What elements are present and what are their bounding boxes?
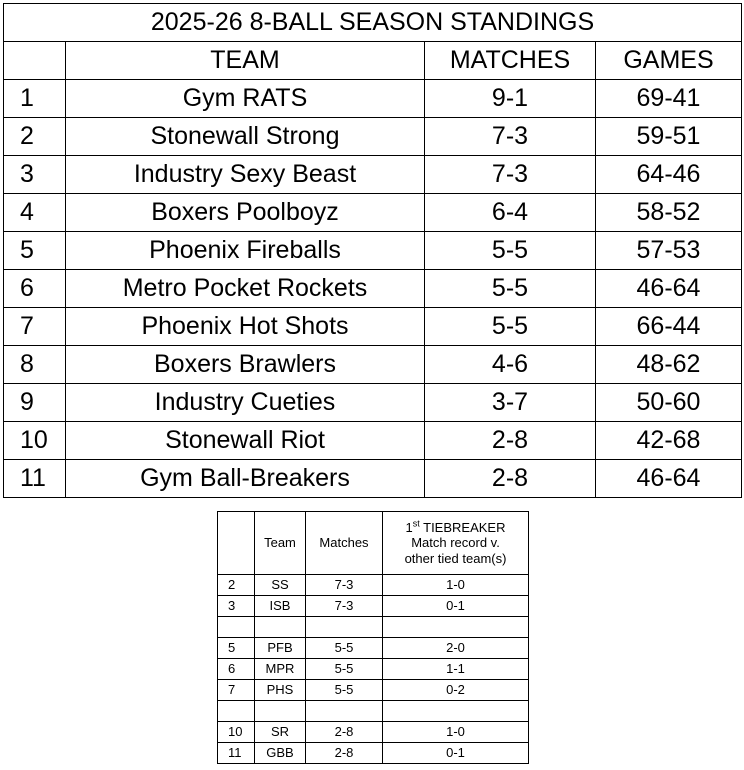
tiebreaker-row bbox=[218, 722, 529, 743]
tiebreaker-row bbox=[218, 743, 529, 764]
table-row bbox=[4, 80, 742, 118]
rank-cell: 11 bbox=[4, 460, 66, 498]
games-cell: 42-68 bbox=[596, 422, 742, 460]
team-cell: Metro Pocket Rockets bbox=[66, 270, 425, 308]
standings-title-row bbox=[4, 4, 742, 42]
table-row bbox=[4, 156, 742, 194]
rank-cell: 5 bbox=[4, 232, 66, 270]
table-row bbox=[4, 270, 742, 308]
tb-team-cell: ISB bbox=[255, 596, 306, 617]
tb-rank-cell: 11 bbox=[218, 743, 255, 764]
team-cell: Phoenix Hot Shots bbox=[66, 308, 425, 346]
games-cell: 57-53 bbox=[596, 232, 742, 270]
tb-rank-cell bbox=[218, 701, 255, 722]
rank-cell: 1 bbox=[4, 80, 66, 118]
team-cell: Industry Sexy Beast bbox=[66, 156, 425, 194]
tb-header-ordinal: 1 bbox=[405, 519, 413, 535]
tb-team-cell: PHS bbox=[255, 680, 306, 701]
tb-team-cell: SR bbox=[255, 722, 306, 743]
table-row bbox=[4, 346, 742, 384]
standings-header-row bbox=[4, 42, 742, 80]
matches-cell: 3-7 bbox=[425, 384, 596, 422]
table-row bbox=[4, 422, 742, 460]
standings-body bbox=[4, 4, 742, 498]
tb-header-suffix: st bbox=[412, 518, 420, 529]
games-cell: 66-44 bbox=[596, 308, 742, 346]
tb-team-cell: PFB bbox=[255, 638, 306, 659]
games-cell: 58-52 bbox=[596, 194, 742, 232]
tb-record-cell bbox=[383, 617, 529, 638]
tb-rank-cell: 6 bbox=[218, 659, 255, 680]
team-cell: Boxers Brawlers bbox=[66, 346, 425, 384]
games-cell: 69-41 bbox=[596, 80, 742, 118]
team-cell: Gym RATS bbox=[66, 80, 425, 118]
matches-cell: 9-1 bbox=[425, 80, 596, 118]
team-cell: Gym Ball-Breakers bbox=[66, 460, 425, 498]
tb-record-cell: 1-0 bbox=[383, 575, 529, 596]
matches-cell: 6-4 bbox=[425, 194, 596, 232]
tb-matches-cell: 7-3 bbox=[306, 575, 383, 596]
tb-matches-cell: 2-8 bbox=[306, 722, 383, 743]
tb-team-cell bbox=[255, 701, 306, 722]
header-rank bbox=[4, 42, 66, 80]
rank-cell: 3 bbox=[4, 156, 66, 194]
tb-matches-cell bbox=[306, 701, 383, 722]
tb-record-cell: 0-1 bbox=[383, 596, 529, 617]
tb-record-cell: 1-1 bbox=[383, 659, 529, 680]
table-row bbox=[4, 460, 742, 498]
team-cell: Boxers Poolboyz bbox=[66, 194, 425, 232]
table-row bbox=[4, 194, 742, 232]
matches-cell: 5-5 bbox=[425, 232, 596, 270]
tb-matches-cell: 2-8 bbox=[306, 743, 383, 764]
rank-cell: 6 bbox=[4, 270, 66, 308]
table-row bbox=[4, 232, 742, 270]
tb-rank-cell bbox=[218, 617, 255, 638]
matches-cell: 5-5 bbox=[425, 270, 596, 308]
tb-team-cell: SS bbox=[255, 575, 306, 596]
tb-rank-cell: 10 bbox=[218, 722, 255, 743]
matches-cell: 2-8 bbox=[425, 422, 596, 460]
standings-table bbox=[3, 3, 742, 498]
tb-matches-cell: 5-5 bbox=[306, 659, 383, 680]
tb-matches-cell: 7-3 bbox=[306, 596, 383, 617]
games-cell: 48-62 bbox=[596, 346, 742, 384]
header-games: GAMES bbox=[596, 42, 742, 80]
tb-header-rank bbox=[218, 512, 255, 575]
team-cell: Stonewall Strong bbox=[66, 118, 425, 156]
team-cell: Stonewall Riot bbox=[66, 422, 425, 460]
tiebreaker-table bbox=[217, 511, 529, 764]
tb-header-team: Team bbox=[255, 512, 306, 575]
table-row bbox=[4, 118, 742, 156]
tb-team-cell: MPR bbox=[255, 659, 306, 680]
matches-cell: 5-5 bbox=[425, 308, 596, 346]
rank-cell: 4 bbox=[4, 194, 66, 232]
team-cell: Phoenix Fireballs bbox=[66, 232, 425, 270]
tb-rank-cell: 7 bbox=[218, 680, 255, 701]
matches-cell: 2-8 bbox=[425, 460, 596, 498]
games-cell: 59-51 bbox=[596, 118, 742, 156]
tiebreaker-row bbox=[218, 617, 529, 638]
rank-cell: 10 bbox=[4, 422, 66, 460]
matches-cell: 7-3 bbox=[425, 118, 596, 156]
tb-rank-cell: 2 bbox=[218, 575, 255, 596]
tb-record-cell: 0-2 bbox=[383, 680, 529, 701]
games-cell: 46-64 bbox=[596, 270, 742, 308]
tiebreaker-row bbox=[218, 659, 529, 680]
tb-team-cell: GBB bbox=[255, 743, 306, 764]
tb-header-matches: Matches bbox=[306, 512, 383, 575]
table-row bbox=[4, 308, 742, 346]
tiebreaker-row bbox=[218, 638, 529, 659]
tiebreaker-row bbox=[218, 596, 529, 617]
rank-cell: 8 bbox=[4, 346, 66, 384]
games-cell: 64-46 bbox=[596, 156, 742, 194]
matches-cell: 7-3 bbox=[425, 156, 596, 194]
tb-rank-cell: 5 bbox=[218, 638, 255, 659]
standings-title: 2025-26 8-BALL SEASON STANDINGS bbox=[4, 4, 742, 42]
tb-header-line3: other tied team(s) bbox=[404, 550, 507, 566]
tb-header-line2: Match record v. bbox=[411, 535, 500, 551]
rank-cell: 9 bbox=[4, 384, 66, 422]
tb-team-cell bbox=[255, 617, 306, 638]
tb-header-line1-rest: TIEBREAKER bbox=[419, 519, 506, 535]
tb-matches-cell bbox=[306, 617, 383, 638]
tb-header-line1 bbox=[383, 520, 528, 536]
tb-matches-cell: 5-5 bbox=[306, 638, 383, 659]
tiebreaker-row bbox=[218, 680, 529, 701]
team-cell: Industry Cueties bbox=[66, 384, 425, 422]
tb-record-cell: 0-1 bbox=[383, 743, 529, 764]
tb-record-cell: 2-0 bbox=[383, 638, 529, 659]
tb-rank-cell: 3 bbox=[218, 596, 255, 617]
rank-cell: 7 bbox=[4, 308, 66, 346]
tiebreaker-row bbox=[218, 575, 529, 596]
header-matches: MATCHES bbox=[425, 42, 596, 80]
games-cell: 46-64 bbox=[596, 460, 742, 498]
header-team: TEAM bbox=[66, 42, 425, 80]
tb-record-cell bbox=[383, 701, 529, 722]
tiebreaker-header-row bbox=[218, 512, 529, 575]
tiebreaker-row bbox=[218, 701, 529, 722]
tb-header-tiebreaker bbox=[383, 512, 529, 575]
tiebreaker-body bbox=[218, 512, 529, 764]
matches-cell: 4-6 bbox=[425, 346, 596, 384]
table-row bbox=[4, 384, 742, 422]
rank-cell: 2 bbox=[4, 118, 66, 156]
games-cell: 50-60 bbox=[596, 384, 742, 422]
tb-record-cell: 1-0 bbox=[383, 722, 529, 743]
tb-matches-cell: 5-5 bbox=[306, 680, 383, 701]
